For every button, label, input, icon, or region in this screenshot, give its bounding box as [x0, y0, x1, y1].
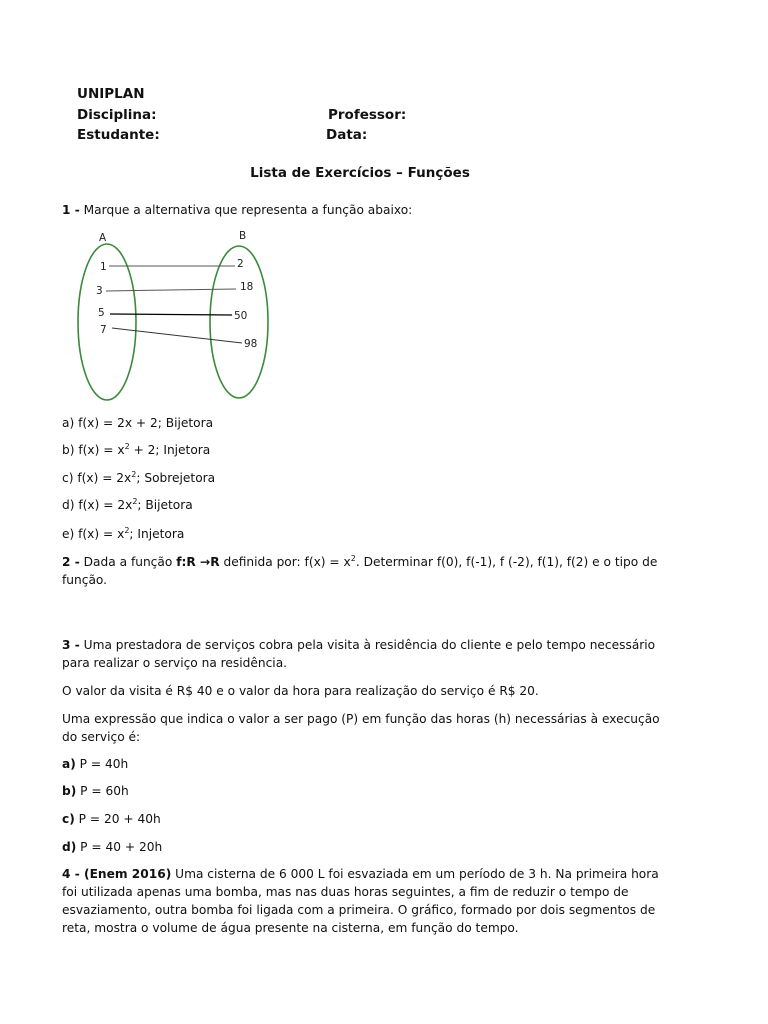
option-3d: d) P = 40 + 20h	[62, 840, 163, 854]
set-b-item: 2	[237, 258, 244, 270]
set-a-item: 3	[96, 285, 103, 297]
question-3-paragraph-3: Uma expressão que indica o valor a ser pago (P) em função das horas (h) necessárias à execução do serviço é:	[62, 712, 660, 744]
discipline-label: Disciplina:	[77, 107, 157, 123]
arrow-diagram	[62, 222, 282, 407]
question-1-text	[62, 201, 662, 219]
question-3-paragraph-2: O valor da visita é R$ 40 e o valor da hora para realização do serviço é R$ 20.	[62, 684, 539, 698]
set-a-item: 5	[98, 307, 105, 319]
set-a-ellipse	[78, 244, 136, 400]
set-a-label: A	[99, 232, 107, 244]
set-a-item: 7	[100, 324, 107, 336]
option-1e: e) $f(x) = x^2$; Injetora	[62, 525, 185, 541]
page-title: Lista de Exercícios – Funções	[250, 165, 470, 181]
question-2-number: 2 -	[62, 555, 80, 569]
question-3-text: 3 - Uma prestadora de serviços cobra pela visita à residência do cliente e pelo tempo necessário para realizar o serviço na residência.	[62, 638, 656, 670]
option-3a: a) P = 40h	[62, 757, 129, 771]
set-b-item: 50	[234, 310, 248, 322]
option-1d: d) $f(x) = 2x^2$; Bijetora	[62, 496, 193, 512]
set-b-item: 18	[240, 281, 254, 293]
question-2-text: 2 - Dada a função f:R →R definida por: $f(x) = x^2$. Determinar f(0), f(-1), f (-2), f(1), f(2) e o tipo de função.	[62, 553, 658, 587]
question-3-number: 3 -	[62, 638, 80, 652]
set-a-item: 1	[100, 261, 107, 273]
option-1b: b) $f(x) = x^2 + 2$; Injetora	[62, 441, 211, 457]
option-1a: a) f(x) = 2x + 2; Bijetora	[62, 416, 214, 430]
option-1c: c) $f(x) = 2x^2$; Sobrejetora	[62, 469, 216, 485]
date-label: Data:	[326, 127, 368, 143]
set-b-label: B	[239, 230, 247, 242]
student-label: Estudante:	[77, 127, 160, 143]
mapping-line	[112, 328, 242, 343]
mapping-line	[106, 289, 236, 291]
mapping-line	[110, 314, 232, 315]
question-1-statement: Marque a alternativa que representa a função abaixo:	[83, 203, 413, 217]
option-3b: b) P = 60h	[62, 784, 129, 798]
function-notation: f:R →R	[176, 555, 220, 569]
professor-label: Professor:	[328, 107, 407, 123]
question-4-number: 4 - (Enem 2016)	[62, 867, 172, 881]
question-4-text: 4 - (Enem 2016) Uma cisterna de 6 000 L foi esvaziada em um período de 3 h. Na primeira hora foi utilizada apenas uma bomba, mas nas duas horas seguintes, a fim de reduzir o tempo de esvaziamento, outra bomba foi ligada com a primeira. O gráfico, formado por dois segmentos de reta, mostra o volume de água presente na cisterna, em função do tempo.	[62, 867, 659, 935]
set-b-item: 98	[244, 338, 258, 350]
question-1-number: 1 -	[62, 203, 80, 217]
institution-name: UNIPLAN	[77, 86, 145, 102]
option-3c: c) P = 20 + 40h	[62, 812, 161, 826]
